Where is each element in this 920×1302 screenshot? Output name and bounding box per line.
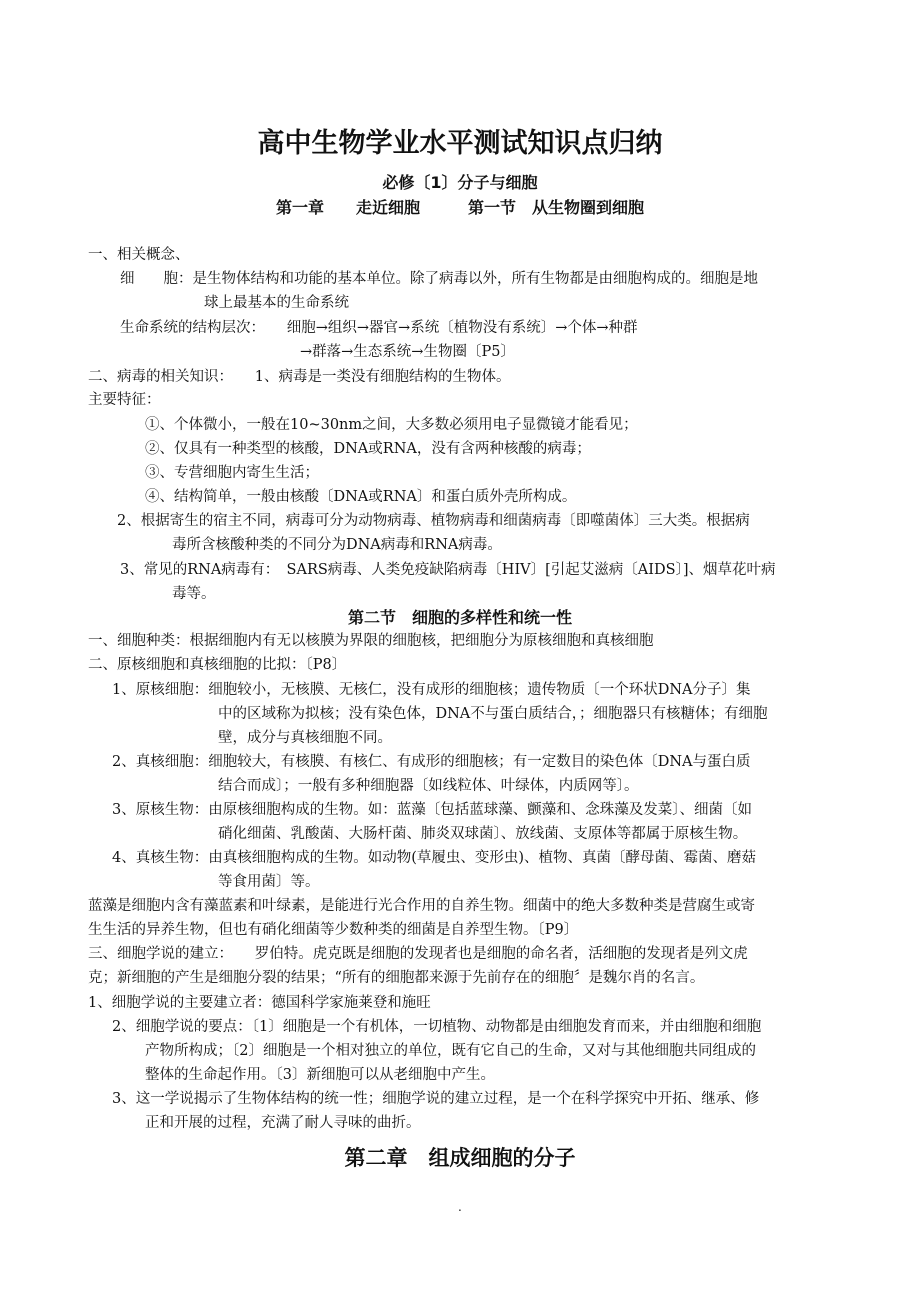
text-line: 生生活的异养生物，但也有硝化细菌等少数种类的细菌是自养型生物。〔P9〕 (88, 922, 579, 938)
text-line: 产物所构成；〔2〕细胞是一个相对独立的单位，既有它自己的生命，又对与其他细胞共同组成的 (145, 1043, 756, 1059)
text-line: 正和开展的过程，充满了耐人寻味的曲折。 (145, 1115, 421, 1131)
text-line: 1、细胞学说的主要建立者：德国科学家施莱登和施旺 (88, 995, 431, 1011)
text-line: 3、常见的RNA病毒有： SARS病毒、人类免疫缺陷病毒〔HIV〕[引起艾滋病〔AIDS〕]、烟草花叶病 (120, 562, 776, 578)
text-line: 1、原核细胞：细胞较小，无核膜、无核仁，没有成形的细胞核；遗传物质〔一个环状DNA分子〕集 (112, 682, 751, 698)
text-line: 硝化细菌、乳酸菌、大肠杆菌、肺炎双球菌〕、放线菌、支原体等都属于原核生物。 (218, 826, 748, 842)
text-line: 整体的生命起作用。〔3〕新细胞可以从老细胞中产生。 (145, 1067, 495, 1083)
text-line: 壁，成分与真核细胞不同。 (218, 730, 392, 746)
text-line: 细 胞：是生物体结构和功能的基本单位。除了病毒以外，所有生物都是由细胞构成的。细胞是地 (120, 271, 758, 287)
text-line: ②、仅具有一种类型的核酸，DNA或RNA，没有含两种核酸的病毒； (145, 441, 591, 457)
text-line: 中的区域称为拟核；没有染色体，DNA不与蛋白质结合，；细胞器只有核糖体；有细胞 (218, 706, 768, 722)
text-line: ①、个体微小，一般在10~30nm之间，大多数必须用电子显微镜才能看见； (145, 417, 638, 433)
page-title: 高中生物学业水平测试知识点归纳 (257, 128, 663, 159)
text-line: 等食用菌〕等。 (218, 874, 320, 890)
chapter2-heading: 第二章 组成细胞的分子 (344, 1146, 576, 1170)
text-line: 生命系统的结构层次： 细胞→组织→器官→系统〔植物没有系统〕→个体→种群 (120, 320, 638, 336)
text-line: →群落→生态系统→生物圈〔P5〕 (300, 344, 515, 360)
text-line: 毒所含核酸种类的不同分为DNA病毒和RNA病毒。 (172, 537, 502, 553)
text-line: 4、真核生物：由真核细胞构成的生物。如动物(草履虫、变形虫)、植物、真菌〔酵母菌、霉菌、磨菇 (112, 850, 757, 866)
text-line: 三、细胞学说的建立： 罗伯特。虎克既是细胞的发现者也是细胞的命名者，活细胞的发现者是列文虎 (88, 946, 748, 962)
text-line: 克；新细胞的产生是细胞分裂的结果；“所有的细胞都来源于先前存在的细胞〞是魏尔肖的名言。 (88, 970, 705, 986)
chapter1-heading: 第一章 走近细胞 第一节 从生物圈到细胞 (275, 198, 644, 217)
text-line: ④、结构简单，一般由核酸〔DNA或RNA〕和蛋白质外壳所构成。 (145, 489, 577, 505)
text-line: ③、专营细胞内寄生生活； (145, 465, 319, 481)
text-line: 二、原核细胞和真核细胞的比拟：〔P8〕 (88, 657, 347, 673)
text-line: 毒等。 (172, 586, 216, 602)
text-line: 一、相关概念、 (88, 247, 190, 263)
module-heading: 必修〔1〕分子与细胞 (382, 173, 538, 192)
text-line: 一、细胞种类：根据细胞内有无以核膜为界限的细胞核，把细胞分为原核细胞和真核细胞 (88, 633, 654, 649)
text-line: 2、根据寄生的宿主不同，病毒可分为动物病毒、植物病毒和细菌病毒〔即噬菌体〕三大类。根据病 (117, 513, 750, 529)
page-footer-dot: . (458, 1200, 462, 1214)
text-line: 球上最基本的生命系统 (204, 295, 349, 311)
text-line: 2、细胞学说的要点：〔1〕细胞是一个有机体，一切植物、动物都是由细胞发育而来，并由细胞和细胞 (112, 1019, 762, 1035)
section2-heading: 第二节 细胞的多样性和统一性 (347, 608, 572, 627)
text-line: 结合而成〕；一般有多种细胞器〔如线粒体、叶绿体，内质网等〕。 (218, 778, 639, 794)
text-line: 蓝藻是细胞内含有藻蓝素和叶绿素，是能进行光合作用的自养生物。细菌中的绝大多数种类是营腐生或寄 (88, 898, 755, 914)
text-line: 3、这一学说揭示了生物体结构的统一性；细胞学说的建立过程，是一个在科学探究中开拓、继承、修 (112, 1091, 760, 1107)
text-line: 主要特征： (88, 392, 161, 408)
text-line: 2、真核细胞：细胞较大，有核膜、有核仁、有成形的细胞核；有一定数目的染色体〔DNA与蛋白质 (112, 754, 751, 770)
text-line: 二、病毒的相关知识： 1、病毒是一类没有细胞结构的生物体。 (88, 369, 511, 385)
text-line: 3、原核生物：由原核细胞构成的生物。如：蓝藻〔包括蓝球藻、颤藻和、念珠藻及发菜〕、细菌〔如 (112, 802, 752, 818)
